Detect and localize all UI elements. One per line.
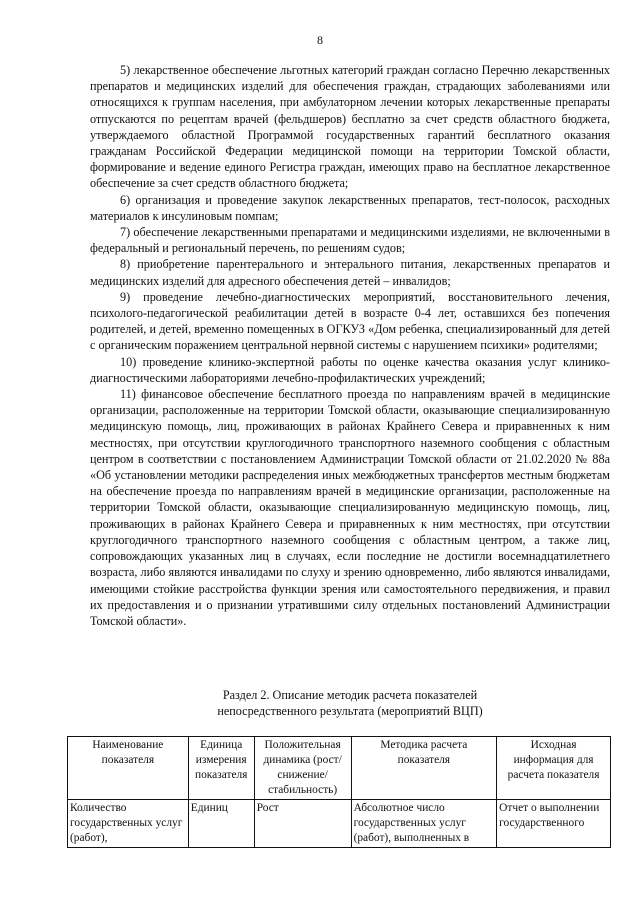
cell-unit: Единиц [188, 800, 254, 848]
section-title-line-1: Раздел 2. Описание методик расчета показателей [222, 688, 478, 702]
paragraph-item-5: 5) лекарственное обеспечение льготных категорий граждан согласно Перечню лекарственных препаратов и медицинских изделий для обеспечения граждан, страдающих заболеваниями или относящихся к группам населения, при амбулаторном лечении которых лекарственные препараты отпускаются по рецептам врачей (фельдшеров) бесплатно за счет средств областного бюджета, утверждаемого областной Программой государственных гарантий бесплатного оказания гражданам Российской Федерации медицинской помощи на территории Томской области, формирование и ведение единого Регистра граждан, имеющих право на бесплатное лекарственное обеспечение за счет средств областного бюджета; [90, 63, 610, 191]
paragraph-item-7: 7) обеспечение лекарственными препаратами и медицинскими изделиями, не включенными в федеральный и региональный перечень, по решениям судов; [90, 225, 610, 256]
header-dynamics: Положительная динамика (рост/снижение/ стабильность) [254, 737, 351, 800]
header-indicator-name: Наименование показателя [68, 737, 189, 800]
table-row [68, 800, 611, 848]
methods-table [67, 736, 611, 848]
paragraph-item-8: 8) приобретение парентерального и энтерального питания, лекарственных препаратов и медицинских изделий для адресного обеспечения детей – инвалидов; [90, 257, 610, 288]
paragraph-item-11: 11) финансовое обеспечение бесплатного проезда по направлениям врачей в медицинские организации, расположенные на территории Томской области, оказывающие специализированную медицинскую помощь, лиц, проживающих в районах Крайнего Севера и приравненных к ним местностях, при отсутствии круглогодичного транспортного наземного сообщения с областным центром в соответствии с постановлением Администрации Томской области от 21.02.2020 № 88а «Об установлении методики распределения иных межбюджетных трансфертов местным бюджетам на обеспечение проезда по направлениям врачей в медицинские организации, расположенные на территории Томской области, оказывающие специализированную медицинскую помощь, лиц, проживающих в районах Крайнего Севера и приравненных к ним местностях, при отсутствии круглогодичного транспортного наземного сообщения с областным центром, а также лиц, сопровождающих указанных лиц в случаях, если последние не достигли восемнадцатилетнего возраста, либо являются инвалидами по слуху и зрению одновременно, либо являются инвалидами, имеющими стойкие расстройства функции зрения или самостоятельного передвижения, и правил их предоставления и о признании утратившими силу отдельных постановлений Администрации Томской области». [90, 387, 610, 628]
paragraph-item-10: 10) проведение клинико-экспертной работы по оценке качества оказания услуг клинико-диагностическими лабораториями лечебно-профилактических учреждений; [90, 354, 610, 385]
paragraph-item-9: 9) проведение лечебно-диагностических мероприятий, восстановительного лечения, психолого-педагогической реабилитации детей в возрасте 0-4 лет, оставшихся без попечения родителей, и детей, временно помещенных в ОГКУЗ «Дом ребенка, специализированный для детей с органическим поражением центральной нервной системы с нарушением психики» родителями; [90, 289, 610, 353]
table-header-row [68, 737, 611, 800]
cell-source-info: Отчет о выполнении государственного [497, 800, 611, 848]
section-title-line-2: непосредственного результата (мероприятий ВЦП) [217, 704, 483, 718]
page-number: 8 [317, 33, 323, 47]
cell-method: Абсолютное число государственных услуг (работ), выполненных в [351, 800, 497, 848]
paragraph-item-6: 6) организация и проведение закупок лекарственных препаратов, тест-полосок, расходных материалов к инсулиновым помпам; [90, 192, 610, 223]
body-text [90, 62, 610, 629]
cell-dynamics: Рост [254, 800, 351, 848]
section-title [90, 687, 610, 719]
header-method: Методика расчета показателя [351, 737, 497, 800]
header-unit: Единица измерения показателя [188, 737, 254, 800]
cell-indicator-name: Количество государственных услуг (работ), [68, 800, 189, 848]
header-source-info: Исходная информация для расчета показателя [497, 737, 611, 800]
